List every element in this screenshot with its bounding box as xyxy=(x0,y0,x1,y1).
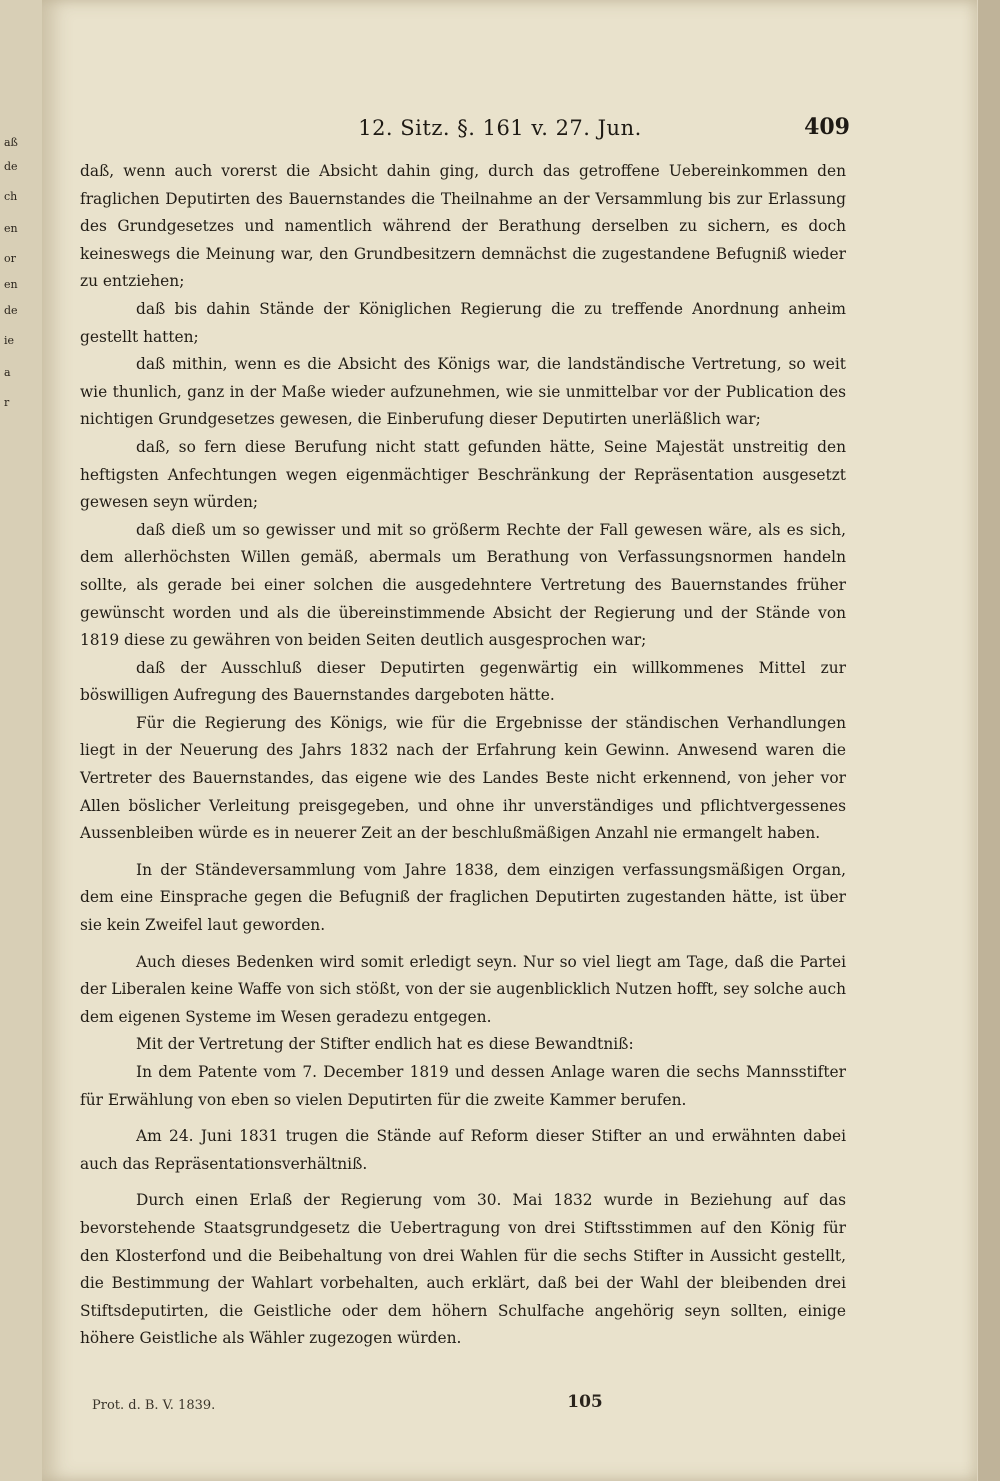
page-footer xyxy=(0,1392,1000,1416)
paragraph: Auch dieses Bedenken wird somit erledigt seyn. Nur so viel liegt am Tage, daß die Partei der Liberalen keine Waffe von sich stößt, von der sie augenblicklich Nutzen hofft, sey solche auch dem eigenen Systeme im Wesen geradezu entgegen. xyxy=(80,952,846,1026)
paragraph: Am 24. Juni 1831 trugen die Stände auf Reform dieser Stifter an und erwähnten dabei auch das Repräsentationsverhältniß. xyxy=(80,1127,846,1173)
gutter-fragment: ch xyxy=(4,190,18,203)
gutter-fragment: en xyxy=(4,278,18,291)
paragraph: In der Ständeversammlung vom Jahre 1838, dem einzigen verfassungsmäßigen Organ, dem eine Einsprache gegen die Befugniß der fraglichen Deputirten zugestanden hätte, ist über sie kein Zweifel laut geworden. xyxy=(80,860,846,935)
page-body xyxy=(80,158,846,1353)
gutter-fragment: aß xyxy=(4,136,18,149)
paragraph: In dem Patente vom 7. December 1819 und dessen Anlage waren die sechs Mannsstifter für Erwählung von eben so vielen Deputirten für die zweite Kammer berufen. xyxy=(80,1063,846,1109)
paragraph: daß, so fern diese Berufung nicht statt gefunden hätte, Seine Majestät unstreitig den heftigsten Anfechtungen wegen eigenmächtiger Beschränkung der Repräsentation ausgesetzt gewesen seyn würden; xyxy=(80,437,846,512)
paragraph: daß dieß um so gewisser und mit so größerm Rechte der Fall gewesen wäre, als es sich, dem allerhöchsten Willen gemäß, abermals um Berathung von Verfassungsnormen handeln sollte, als gerade bei einer solchen die ausgedehntere Vertretung des Bauernstandes früher gewünscht worden und als die übereinstimmende Absicht der Regierung und der Stände von 1819 diese zu gewähren von beiden Seiten deutlich ausgesprochen war; xyxy=(80,520,846,650)
gutter-fragment: en xyxy=(4,222,18,235)
paragraph: daß mithin, wenn es die Absicht des Königs war, die landständische Vertretung, so weit wie thunlich, ganz in der Maße wieder aufzunehmen, wie sie unmittelbar vor der Publication des nichtigen Grundgesetzes gewesen, die Einberufung dieser Deputirten unerläßlich war; xyxy=(80,355,846,429)
gutter-fragment: r xyxy=(4,396,10,409)
paragraph: daß bis dahin Stände der Königlichen Regierung die zu treffende Anordnung anheim gestellt hatten; xyxy=(80,299,846,346)
gutter-fragment: de xyxy=(4,160,18,173)
gutter-fragment: ie xyxy=(4,334,15,347)
gutter-fragment: de xyxy=(4,304,18,317)
paragraph: Für die Regierung des Königs, wie für die Ergebnisse der ständischen Verhandlungen liegt in der Neuerung des Jahrs 1832 nach der Erfahrung kein Gewinn. Anwesend waren die Vertreter des Bauernstandes, das eigene wie des Landes Beste nicht erkennend, von jeher vor Allen böslicher Verleitung preisgegeben, und ohne ihr unverständiges und pflichtvergessenes Aussenbleiben würde es in neuerer Zeit an der beschlußmäßigen Anzahl nie ermangelt haben. xyxy=(80,713,846,843)
paragraph: Durch einen Erlaß der Regierung vom 30. Mai 1832 wurde in Beziehung auf das bevorstehende Staatsgrundgesetz die Uebertragung von drei Stiftsstimmen auf den König für den Klosterfond und die Beibehaltung von drei Wahlen für die sechs Stifter in Aussicht gestellt, die Bestimmung der Wahlart vorbehalten, auch erklärt, daß bei der Wahl der bleibenden drei Stiftsdeputirten, die Geistliche oder dem höhern Schulfache angehörig seyn sollten, einige höhere Geistliche als Wähler zugezogen würden. xyxy=(80,1191,846,1348)
paragraph: daß der Ausschluß dieser Deputirten gegenwärtig ein willkommenes Mittel zur böswilligen Aufregung des Bauernstandes dargeboten hätte. xyxy=(80,658,846,705)
running-title: 12. Sitz. §. 161 v. 27. Jun. xyxy=(358,116,642,140)
page-header xyxy=(0,116,1000,146)
facing-page-gutter xyxy=(0,0,42,1481)
page-number: 409 xyxy=(804,114,850,140)
sheet-number: 105 xyxy=(567,1392,603,1412)
gutter-fragment: a xyxy=(4,366,11,379)
paragraph: daß, wenn auch vorerst die Absicht dahin ging, durch das getroffene Uebereinkommen den fraglichen Deputirten des Bauernstandes die Theilnahme an der Versammlung bis zur Erlassung des Grundgesetzes und namentlich während der Berathung derselben zu sichern, es doch keineswegs die Meinung war, den Grundbesitzern demnächst die zugestandene Befugniß wieder zu entziehen; xyxy=(80,162,846,291)
paragraph: Mit der Vertretung der Stifter endlich hat es diese Bewandtniß: xyxy=(136,1035,634,1054)
footer-signature: Prot. d. B. V. 1839. xyxy=(92,1398,216,1413)
page-edge xyxy=(978,0,1000,1481)
gutter-fragment: or xyxy=(4,252,16,265)
